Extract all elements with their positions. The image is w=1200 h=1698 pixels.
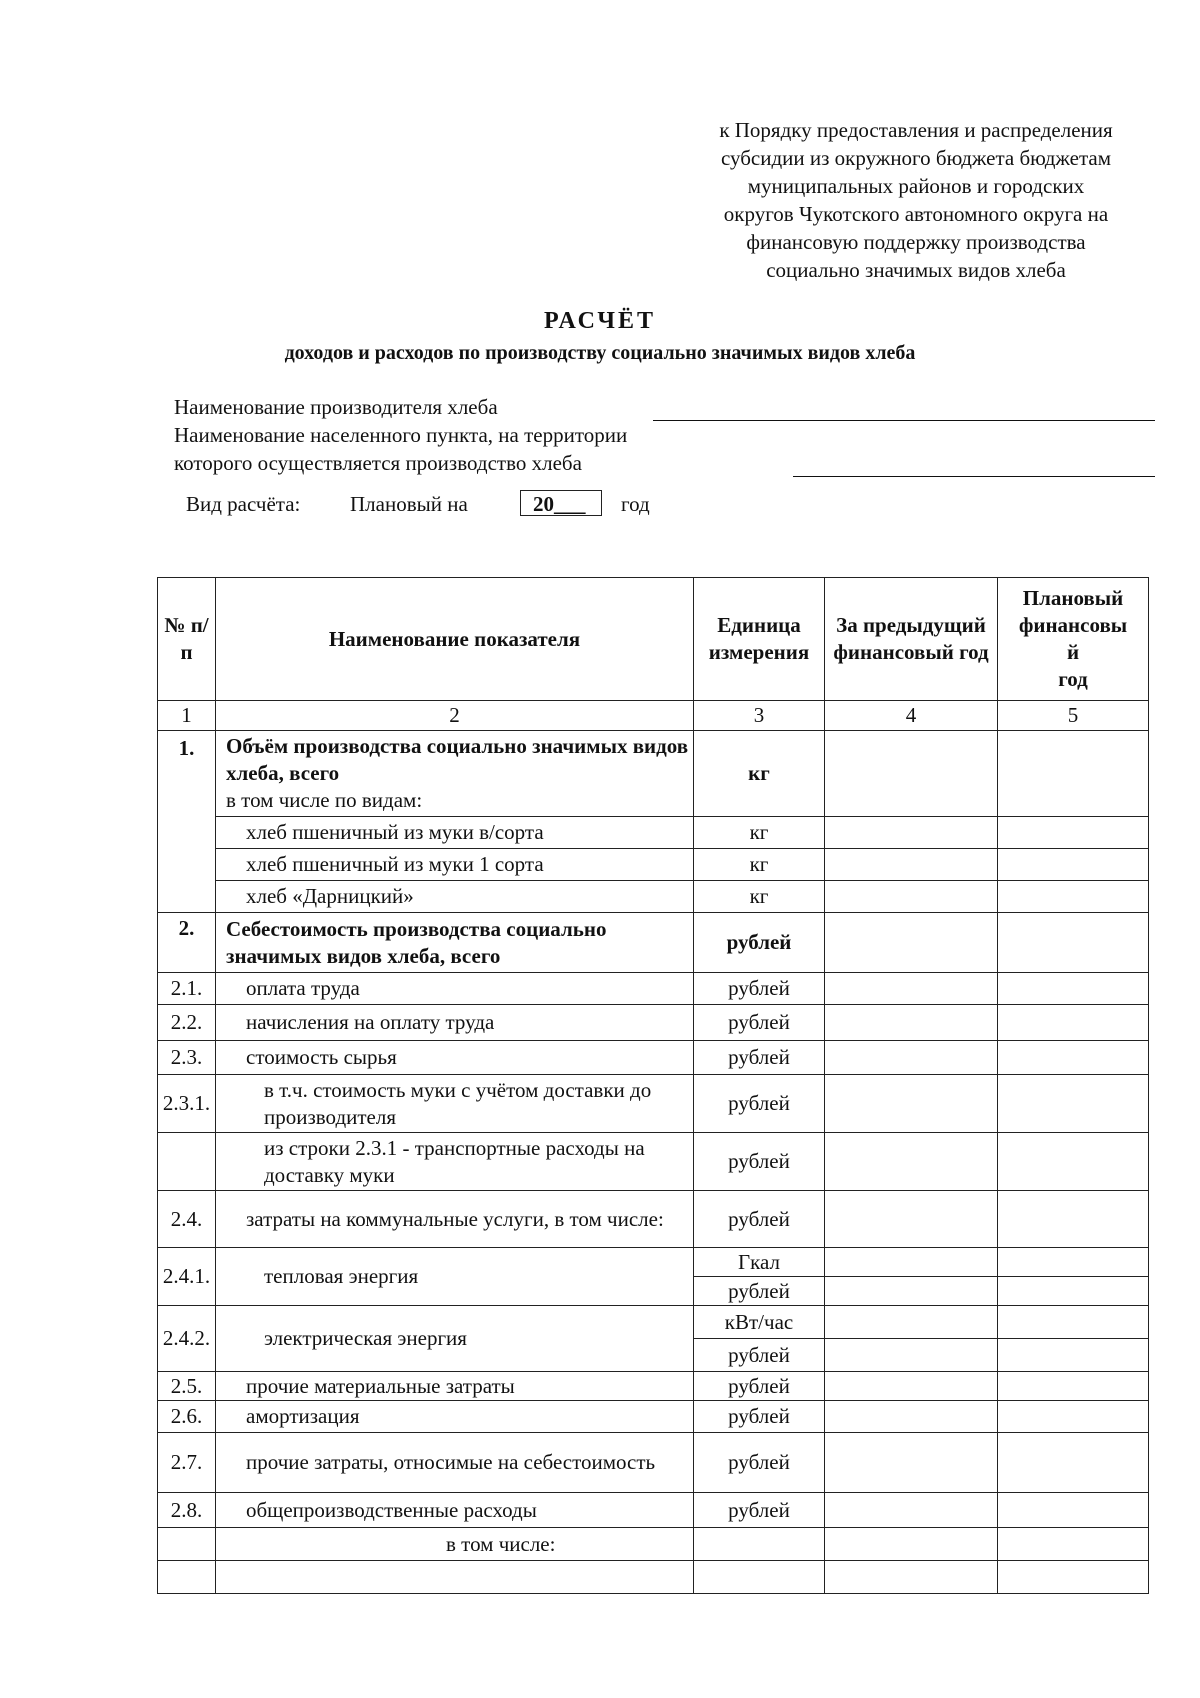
header-plan-year-line: Плановый финансовы	[1018, 586, 1128, 637]
row-num: 2.6.	[158, 1401, 216, 1433]
cell-prev-year[interactable]	[825, 849, 998, 881]
year-suffix: год	[621, 492, 650, 516]
row-name: стоимость сырья	[216, 1041, 694, 1075]
cell-prev-year[interactable]	[825, 1493, 998, 1528]
cell-prev-year[interactable]	[825, 1191, 998, 1248]
row-name: электрическая энергия	[216, 1306, 694, 1372]
row-unit: рублей	[694, 1041, 825, 1075]
row-unit[interactable]	[694, 1561, 825, 1594]
cell-prev-year[interactable]	[825, 1401, 998, 1433]
row-unit: кг	[694, 881, 825, 913]
table-row	[158, 731, 1149, 817]
row-name	[216, 731, 694, 817]
row-num: 2.3.	[158, 1041, 216, 1075]
row-num: 2.2.	[158, 1005, 216, 1041]
col-number: 2	[216, 701, 694, 731]
cell-plan-year[interactable]	[998, 1372, 1149, 1401]
year-input-box[interactable]: 20___	[520, 490, 602, 516]
row-name: тепловая энергия	[216, 1248, 694, 1306]
cell-prev-year[interactable]	[825, 817, 998, 849]
cell-plan-year[interactable]	[998, 1528, 1149, 1561]
row-num: 2.8.	[158, 1493, 216, 1528]
cell-plan-year[interactable]	[998, 1493, 1149, 1528]
header-plan-year-line: й	[1066, 640, 1080, 664]
row-name: из строки 2.3.1 - транспортные расходы на доставку муки	[216, 1133, 694, 1191]
cell-prev-year[interactable]	[825, 1561, 998, 1594]
header-note-line: социально значимых видов хлеба	[766, 258, 1066, 282]
row-unit: рублей	[694, 1433, 825, 1493]
row-name: хлеб «Дарницкий»	[216, 881, 694, 913]
cell-prev-year[interactable]	[825, 1005, 998, 1041]
table-row	[158, 881, 1149, 913]
header-name: Наименование показателя	[216, 578, 694, 701]
row-name: прочие материальные затраты	[216, 1372, 694, 1401]
table-row	[158, 973, 1149, 1005]
table-row	[158, 1433, 1149, 1493]
cell-prev-year[interactable]	[825, 1075, 998, 1133]
cell-plan-year[interactable]	[998, 1191, 1149, 1248]
cell-plan-year[interactable]	[998, 881, 1149, 913]
cell-plan-year[interactable]	[998, 1401, 1149, 1433]
cell-plan-year[interactable]	[998, 1005, 1149, 1041]
header-plan-year-line: год	[1058, 667, 1088, 691]
row-name: амортизация	[216, 1401, 694, 1433]
cell-prev-year[interactable]	[825, 1339, 998, 1372]
table-row	[158, 1561, 1149, 1594]
table-row	[158, 849, 1149, 881]
row-unit: рублей	[694, 1277, 825, 1306]
cell-plan-year[interactable]	[998, 849, 1149, 881]
row-name: Себестоимость производства социально значимых видов хлеба, всего	[216, 913, 694, 973]
row-unit: рублей	[694, 1401, 825, 1433]
planned-label: Плановый на	[350, 492, 468, 516]
cell-prev-year[interactable]	[825, 973, 998, 1005]
row-num: 2.4.	[158, 1191, 216, 1248]
header-note-line: муниципальных районов и городских	[747, 174, 1085, 198]
cell-plan-year[interactable]	[998, 973, 1149, 1005]
table-header-row	[158, 578, 1149, 701]
row-unit: рублей	[694, 1191, 825, 1248]
cell-plan-year[interactable]	[998, 817, 1149, 849]
document-title: РАСЧЁТ	[543, 308, 657, 334]
row-num	[158, 1561, 216, 1594]
col-number: 1	[158, 701, 216, 731]
header-note-line: к Порядку предоставления и распределения	[719, 118, 1113, 142]
cell-prev-year[interactable]	[825, 913, 998, 973]
cell-plan-year[interactable]	[998, 1248, 1149, 1277]
row-num	[158, 1133, 216, 1191]
table-row	[158, 1493, 1149, 1528]
calculation-table	[157, 577, 1149, 1594]
cell-plan-year[interactable]	[998, 1433, 1149, 1493]
header-note	[680, 116, 1152, 284]
cell-plan-year[interactable]	[998, 1041, 1149, 1075]
cell-plan-year[interactable]	[998, 1277, 1149, 1306]
cell-prev-year[interactable]	[825, 1133, 998, 1191]
col-number: 4	[825, 701, 998, 731]
row-unit	[694, 1528, 825, 1561]
table-row	[158, 1005, 1149, 1041]
header-plan-year	[998, 578, 1149, 701]
header-note-line: субсидии из окружного бюджета бюджетам	[720, 146, 1112, 170]
table-row	[158, 1401, 1149, 1433]
cell-plan-year[interactable]	[998, 1561, 1149, 1594]
cell-plan-year[interactable]	[998, 1306, 1149, 1339]
table-row	[158, 1191, 1149, 1248]
header-note-line: округов Чукотского автономного округа на	[723, 202, 1109, 226]
locality-field-line[interactable]	[793, 476, 1155, 477]
row-num: 2.5.	[158, 1372, 216, 1401]
locality-label-line1: Наименование населенного пункта, на территории	[174, 423, 628, 447]
col-number: 3	[694, 701, 825, 731]
cell-prev-year[interactable]	[825, 1248, 998, 1277]
table-row	[158, 1528, 1149, 1561]
row-unit: рублей	[694, 1493, 825, 1528]
cell-prev-year[interactable]	[825, 731, 998, 817]
row-unit: рублей	[694, 973, 825, 1005]
row-num: 1.	[158, 731, 216, 913]
row-name: затраты на коммунальные услуги, в том числе:	[216, 1191, 694, 1248]
row-num: 2.1.	[158, 973, 216, 1005]
cell-prev-year[interactable]	[825, 1277, 998, 1306]
row-unit: рублей	[694, 1133, 825, 1191]
table-row	[158, 1133, 1149, 1191]
row-num: 2.4.1.	[158, 1248, 216, 1306]
row-name-bold: Объём производства социально значимых видов хлеба, всего	[226, 734, 689, 785]
row-unit: кг	[694, 849, 825, 881]
cell-prev-year[interactable]	[825, 1041, 998, 1075]
table-row	[158, 1372, 1149, 1401]
row-name: в том числе:	[216, 1528, 694, 1561]
row-num: 2.7.	[158, 1433, 216, 1493]
cell-prev-year[interactable]	[825, 1306, 998, 1339]
header-prev-year: За предыдущий финансовый год	[825, 578, 998, 701]
row-unit: рублей	[694, 1075, 825, 1133]
table-row	[158, 1041, 1149, 1075]
document-subtitle: доходов и расходов по производству социально значимых видов хлеба	[284, 342, 916, 364]
row-unit: кг	[694, 817, 825, 849]
row-name[interactable]	[216, 1561, 694, 1594]
table-row	[158, 913, 1149, 973]
col-number: 5	[998, 701, 1149, 731]
row-name: хлеб пшеничный из муки 1 сорта	[216, 849, 694, 881]
cell-prev-year[interactable]	[825, 881, 998, 913]
cell-plan-year[interactable]	[998, 731, 1149, 817]
header-note-line: финансовую поддержку производства	[746, 230, 1086, 254]
cell-prev-year[interactable]	[825, 1433, 998, 1493]
row-name: оплата труда	[216, 973, 694, 1005]
locality-label-line2: которого осуществляется производство хлеба	[174, 451, 582, 475]
row-unit: кг	[694, 731, 825, 817]
producer-label: Наименование производителя хлеба	[174, 395, 498, 419]
producer-field-line[interactable]	[653, 420, 1155, 421]
row-name-note: в том числе по видам:	[226, 788, 423, 812]
row-unit: кВт/час	[694, 1306, 825, 1339]
row-name: прочие затраты, относимые на себестоимость	[216, 1433, 694, 1493]
row-name: начисления на оплату труда	[216, 1005, 694, 1041]
cell-plan-year[interactable]	[998, 913, 1149, 973]
row-unit: Гкал	[694, 1248, 825, 1277]
cell-plan-year[interactable]	[998, 1075, 1149, 1133]
table-row	[158, 817, 1149, 849]
row-unit: рублей	[694, 913, 825, 973]
calc-type-label: Вид расчёта:	[186, 492, 301, 516]
row-unit: рублей	[694, 1005, 825, 1041]
table-row	[158, 1306, 1149, 1339]
row-name: в т.ч. стоимость муки с учётом доставки до производителя	[216, 1075, 694, 1133]
row-num: 2.	[158, 913, 216, 973]
row-num	[158, 1528, 216, 1561]
row-name: общепроизводственные расходы	[216, 1493, 694, 1528]
row-unit: рублей	[694, 1339, 825, 1372]
table-row	[158, 1248, 1149, 1277]
header-unit: Единица измерения	[694, 578, 825, 701]
column-number-row	[158, 701, 1149, 731]
header-num: № п/п	[158, 578, 216, 701]
cell-plan-year[interactable]	[998, 1339, 1149, 1372]
row-name: хлеб пшеничный из муки в/сорта	[216, 817, 694, 849]
cell-prev-year[interactable]	[825, 1372, 998, 1401]
cell-plan-year[interactable]	[998, 1133, 1149, 1191]
row-num: 2.3.1.	[158, 1075, 216, 1133]
cell-prev-year[interactable]	[825, 1528, 998, 1561]
table-row	[158, 1075, 1149, 1133]
row-unit: рублей	[694, 1372, 825, 1401]
row-num: 2.4.2.	[158, 1306, 216, 1372]
